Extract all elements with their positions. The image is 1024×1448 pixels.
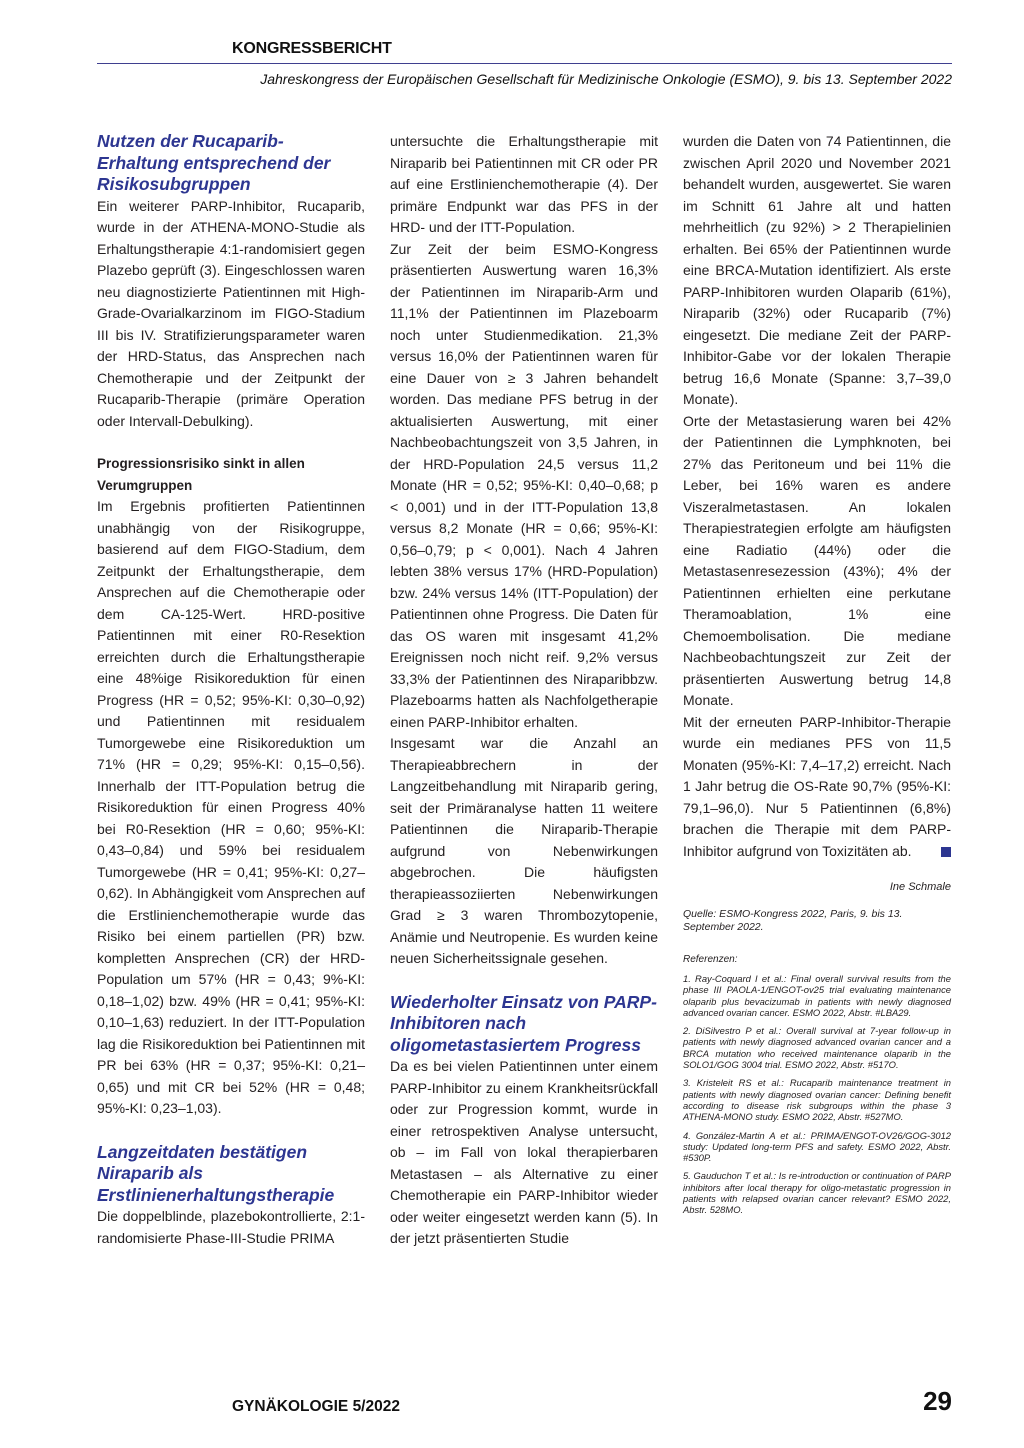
paragraph: Zur Zeit der beim ESMO-Kongress präsentierten Auswertung waren 16,3% der Patientinnen im Niraparib-Arm und 11,1% der Patientinnen im Plazeboarm noch unter Studienmedikation. 21,3% versus 16,0% der Patientinnen waren für eine Dauer von ≥ 3 Jahren behandelt worden. Das mediane PFS betrug in der aktualisierten Auswertung, mit einer Nachbeobachtungszeit von 3,5 Jahren, in der HRD-Population 24,5 versus 11,2 Monate (HR = 0,52; 95%-KI: 0,40–0,68; p < 0,001) und in der ITT-Population 13,8 versus 8,2 Monate (HR = 0,66; 95%-KI: 0,56–0,79; p < 0,001). Nach 4 Jahren lebten 38% versus 17% (HRD-Population) bzw. 24% versus 14% (ITT-Population) der Patientinnen ohne Progress. Die Daten für das OS waren mit insgesamt 41,2% Ereignissen noch nicht reif. 9,2% versus 33,3% der Patientinnen des Niraparibbzw. Plazeboarms hatten als Nachfolgetherapie einen PARP-Inhibitor erhalten. <box>390 240 658 730</box>
paragraph: untersuchte die Erhaltungstherapie mit Niraparib bei Patientinnen mit CR oder PR auf eine Erstlinienchemotherapie (4). Der primäre Endpunkt war das PFS in der HRD- und der ITT-Population. <box>390 133 658 235</box>
header-rule <box>97 63 952 64</box>
column-2 <box>390 131 658 1250</box>
header-subtitle: Jahreskongress der Europäischen Gesellschaft für Medizinische Onkologie (ESMO), 9. bis 13. September 2022 <box>260 71 952 87</box>
heading-niraparib: Langzeitdaten bestätigen Niraparib als Erstlinienerhaltungstherapie <box>97 1141 335 1205</box>
reference-item: 5. Gauduchon T et al.: Is re-introduction or continuation of PARP inhibitors after local therapy for oligo-metastatic progression in patients with relapsed ovarian cancer relevant? ESMO 2022, Abstr. 528MO. <box>683 1170 951 1216</box>
paragraph-final <box>683 712 951 863</box>
end-of-article-square-icon <box>941 847 951 857</box>
paragraph: Insgesamt war die Anzahl an Therapieabbrechern in der Langzeitbehandlung mit Niraparib gering, seit der Primäranalyse hatten 11 weitere Patientinnen die Niraparib-Therapie aufgrund von Nebenwirkungen abgebrochen. Die häufigsten therapieassoziierten Nebenwirkungen Grad ≥ 3 waren Thrombozytopenie, Anämie und Neutropenie. Es wurden keine neuen Sicherheitssignale gesehen. <box>390 735 658 966</box>
author: Ine Schmale <box>889 881 951 893</box>
journal-name: GYNÄKOLOGIE 5/2022 <box>232 1398 400 1415</box>
paragraph: Da es bei vielen Patientinnen unter einem PARP-Inhibitor zu einem Krankheitsrückfall oder zur Progression kommt, wurde in einer retrospektiven Analyse untersucht, ob – im Fall von lokal therapierbaren Metastasen – als Alternative zu einer Chemotherapie ein PARP-Inhibitor wieder oder weiter eingesetzt werden kann (5). In der jetzt präsentierten Studie <box>390 1058 658 1246</box>
page-number: 29 <box>923 1386 952 1416</box>
paragraph: Die doppelblinde, plazebokontrollierte, 2:1-randomisierte Phase-III-Studie PRIMA <box>97 1208 365 1246</box>
paragraph: Orte der Metastasierung waren bei 42% der Patientinnen die Lymphknoten, bei 27% das Peritoneum und bei 11% die Leber, bei 16% waren es andere Viszeralmetastasen. An lokalen Therapiestrategien erfolgte am häufigsten eine Radiatio (44%) oder die Metastasenresezession (43%); 4% der Patientinnen erhielten eine perkutane Theramoablation, 1% eine Chemoembolisation. Die mediane Nachbeobachtungszeit zur Zeit der präsentierten Auswertung betrug 14,8 Monate. <box>683 412 951 708</box>
column-1 <box>97 131 365 1249</box>
reference-item: 4. González-Martin A et al.: PRIMA/ENGOT-OV26/GOG-3012 study: Updated long-term PFS and safety. ESMO 2022, Abstr. #530P. <box>683 1129 951 1164</box>
reference-item: 2. DiSilvestro P et al.: Overall survival at 7-year follow-up in patients with newly diagnosed advanced ovarian cancer and a BRCA mutation who received maintenance olaparib in the SOLO1/GOG 3004 trial. ESMO 2022, Abstr. #517O. <box>683 1025 951 1071</box>
section-label: KONGRESSBERICHT <box>232 40 392 57</box>
paragraph: wurden die Daten von 74 Patientinnen, die zwischen April 2020 und November 2021 behandelt wurden, ausgewertet. Sie waren im Schnitt 61 Jahre alt und hatten mehrheitlich (zu 92%) > 2 Therapielinien erhalten. Bei 65% der Patientinnen wurde eine BRCA-Mutation identifiziert. Als erste PARP-Inhibitoren wurden Olaparib (61%), Niraparib (32%) oder Rucaparib (7%) eingesetzt. Die mediane Zeit der PARP-Inhibitor-Gabe vor der lokalen Therapie betrug 16,6 Monate (Spanne: 3,7–39,0 Monate). <box>683 133 951 407</box>
reference-item: 3. Kristeleit RS et al.: Rucaparib maintenance treatment in patients with newly diagnosed ovarian cancer: Defining benefit according to disease risk subgroups within the phase 3 ATHENA-MONO study. ESMO 2022, Abstr. #527MO. <box>683 1077 951 1123</box>
paragraph-text: Mit der erneuten PARP-Inhibitor-Therapie wurde ein medianes PFS von 11,5 Monaten (95%-KI: 7,4–17,2) erreicht. Nach 1 Jahr betrug die OS-Rate 90,7% (95%-KI: 79,1–96,0). Nur 5 Patientinnen (6,8%) brachen die Therapie mit dem PARP-Inhibitor aufgrund von Toxizitäten ab. <box>683 713 951 859</box>
heading-wiederholter-einsatz: Wiederholter Einsatz von PARP-Inhibitoren nach oligometastasiertem Progress <box>390 991 657 1055</box>
column-3 <box>683 131 951 1216</box>
paragraph: Ein weiterer PARP-Inhibitor, Rucaparib, wurde in der ATHENA-MONO-Studie als Erhaltungstherapie 4:1-randomisiert gegen Plazebo geprüft (3). Eingeschlossen waren neu diagnostizierte Patientinnen mit High-Grade-Ovarialkarzinom im FIGO-Stadium III bis IV. Stratifizierungsparameter waren der HRD-Status, das Ansprechen nach Chemotherapie und der Zeitpunkt der Rucaparib-Therapie (primäre Operation oder Intervall-Debulking). <box>97 197 365 429</box>
subheading-progressionsrisiko: Progressionsrisiko sinkt in allen Verumgruppen <box>97 456 305 493</box>
references-title: Referenzen: <box>683 954 738 965</box>
source-note: Quelle: ESMO-Kongress 2022, Paris, 9. bis 13. September 2022. <box>683 908 903 933</box>
heading-rucaparib: Nutzen der Rucaparib-Erhaltung entsprechend der Risikosubgruppen <box>97 131 331 194</box>
paragraph: Im Ergebnis profitierten Patientinnen unabhängig von der Risikogruppe, basierend auf dem FIGO-Stadium, dem Zeitpunkt der Erhaltungstherapie, dem Ansprechen auf die Chemotherapie oder dem CA-125-Wert. HRD-positive Patientinnen mit einer R0-Resektion erreichten durch die Erhaltungstherapie eine 48%ige Risikoreduktion für einen Progress (HR = 0,52; 95%-KI: 0,30–0,92) und Patientinnen mit residualem Tumorgewebe eine Risikoreduktion um 71% (HR = 0,29; 95%-KI: 0,15–0,56). Innerhalb der ITT-Population betrug die Risikoreduktion für einen Progress 40% bei R0-Resektion (HR = 0,60; 95%-KI: 0,43–0,84) und 59% bei residualem Tumorgewebe (HR = 0,41; 95%-KI: 0,27–0,62). In Abhängigkeit vom Ansprechen auf die Erstlinienchemotherapie wurde das Risiko bei einem partiellen (PR) bzw. kompletten Ansprechen (CR) der HRD-Population um 57% (HR = 0,43; 9%-KI: 0,18–1,02) bzw. 49% (HR = 0,41; 95%-KI: 0,10–1,63) reduziert. In der ITT-Population lag die Risikoreduktion bei Patientinnen mit PR bei 63% (HR = 0,37; 95%-KI: 0,21–0,65) und mit CR bei 52% (HR = 0,48; 95%-KI: 0,23–1,03). <box>97 498 365 1116</box>
reference-item: 1. Ray-Coquard I et al.: Final overall survival results from the phase III PAOLA-1/ENGOT-ov25 trial evaluating maintenance olaparib plus bevacizumab in patients with newly diagnosed advanced ovarian cancer. ESMO 2022, Abstr. #LBA29. <box>683 973 951 1018</box>
